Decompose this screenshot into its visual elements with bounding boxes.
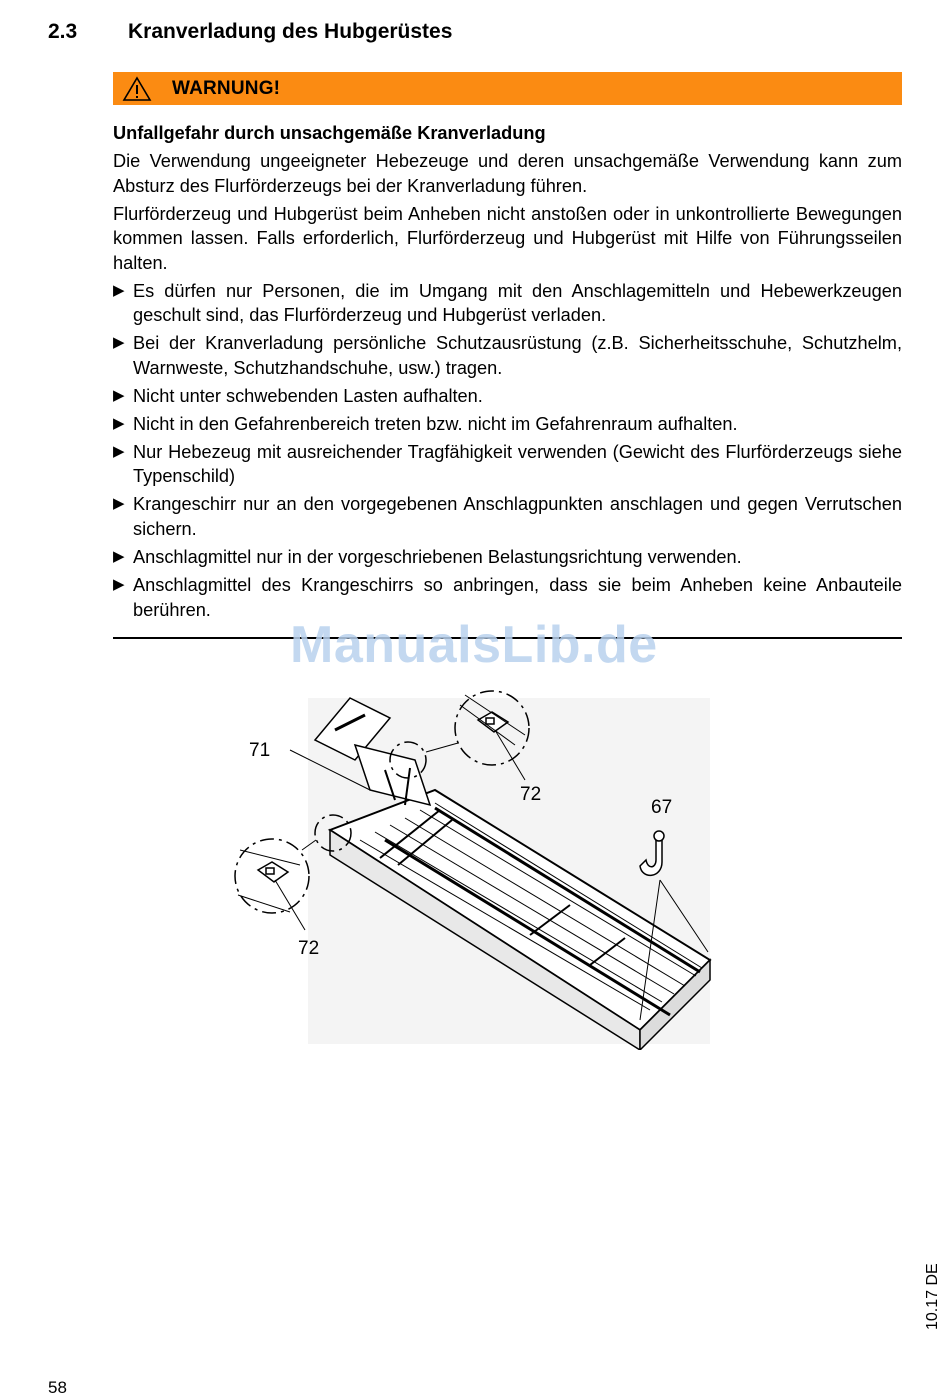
list-item-text: Krangeschirr nur an den vorgegebenen Anschlagpunkten anschlagen und gegen Verrutschen sichern. bbox=[133, 494, 902, 540]
arrow-right-icon: ▶ bbox=[113, 334, 125, 352]
list-item-text: Anschlagmittel nur in der vorgeschriebenen Belastungsrichtung verwenden. bbox=[133, 547, 742, 568]
crane-loading-figure bbox=[230, 690, 720, 1050]
page-number: 58 bbox=[48, 1378, 67, 1397]
list-item-text: Anschlagmittel des Krangeschirrs so anbringen, dass sie beim Anheben keine Anbauteile berühren. bbox=[133, 575, 902, 620]
warning-triangle-icon bbox=[122, 76, 152, 102]
list-item bbox=[113, 492, 902, 541]
list-item bbox=[113, 331, 902, 380]
watermark: ManualsLib.de bbox=[290, 616, 658, 674]
arrow-right-icon: ▶ bbox=[113, 386, 125, 404]
arrow-right-icon: ▶ bbox=[113, 442, 125, 460]
callout-67: 67 bbox=[651, 797, 673, 818]
section-number: 2.3 bbox=[48, 20, 78, 43]
list-item bbox=[113, 384, 902, 409]
version-label: 10.17 DE bbox=[924, 1263, 941, 1330]
hazard-paragraph: Flurförderzeug und Hubgerüst beim Anheben nicht anstoßen oder in unkontrollierte Bewegungen kommen lassen. Falls erforderlich, Flurförderzeug und Hubgerüst mit Hilfe von Führungsseilen halten. bbox=[113, 203, 902, 273]
list-item bbox=[113, 412, 902, 437]
list-item-text: Es dürfen nur Personen, die im Umgang mit den Anschlagemitteln und Hebewerkzeugen geschult sind, das Flurförderzeug und Hubgerüst verladen. bbox=[133, 280, 902, 326]
arrow-right-icon: ▶ bbox=[113, 414, 125, 432]
callout-72-bottom: 72 bbox=[298, 938, 320, 959]
warning-label: WARNUNG! bbox=[172, 77, 281, 99]
list-item-text: Bei der Kranverladung persönliche Schutzausrüstung (z.B. Sicherheitsschuhe, Schutzhelm, Warnweste, Schutzhandschuhe, usw.) tragen. bbox=[133, 333, 902, 378]
list-item-text: Nur Hebezeug mit ausreichender Tragfähigkeit verwenden (Gewicht des Flurförderzeugs siehe Typenschild) bbox=[133, 441, 902, 487]
list-item-text: Nicht in den Gefahrenbereich treten bzw. nicht im Gefahrenraum aufhalten. bbox=[133, 413, 738, 434]
list-item bbox=[113, 279, 902, 328]
mast-crane-illustration bbox=[230, 690, 720, 1050]
list-item-text: Nicht unter schwebenden Lasten aufhalten. bbox=[133, 385, 483, 406]
hazard-heading: Unfallgefahr durch unsachgemäße Kranverladung bbox=[113, 123, 546, 143]
section-title: Kranverladung des Hubgerüstes bbox=[128, 20, 453, 43]
arrow-right-icon: ▶ bbox=[113, 495, 125, 513]
warning-banner bbox=[113, 72, 902, 105]
list-item bbox=[113, 440, 902, 489]
arrow-right-icon: ▶ bbox=[113, 548, 125, 566]
callout-72-top: 72 bbox=[520, 784, 542, 805]
arrow-right-icon: ▶ bbox=[113, 281, 125, 299]
hazard-content bbox=[113, 121, 902, 626]
arrow-right-icon: ▶ bbox=[113, 576, 125, 593]
hazard-paragraph: Die Verwendung ungeeigneter Hebezeuge und deren unsachgemäße Verwendung kann zum Absturz des Flurförderzeugs bei der Kranverladung führen. bbox=[113, 150, 902, 196]
list-item bbox=[113, 545, 902, 570]
callout-71: 71 bbox=[249, 740, 271, 761]
